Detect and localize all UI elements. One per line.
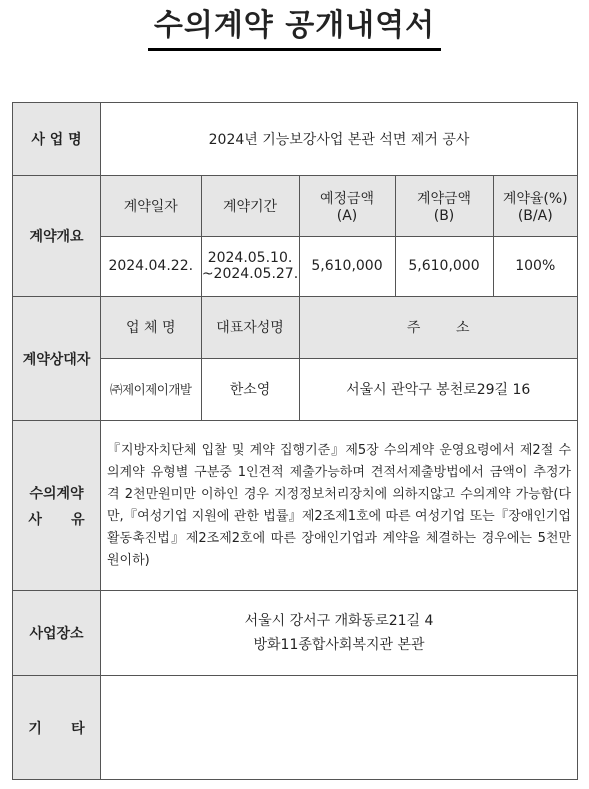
reason-label-line2: 사 유 [28, 511, 85, 528]
reason-text: 『지방자치단체 입찰 및 계약 집행기준』제5장 수의계약 운영요령에서 제2절 수의계약 유형별 구분중 1인견적 제출가능하며 견적서제출방법에서 금액이 추정가격 2천만원미만 이하인 경우 지정정보처리장치에 의하지않고 수의계약 가능함(다만,『여성기업 지원에 관한 법률』제2조제1호에 따른 여성기업 또는『장애인기업활동촉진법』제2조제2호에 따른 장애인기업과 계약을 체결하는 경우에는 5천만원이하) [101, 421, 578, 591]
contract-date: 2024.04.22. [101, 236, 201, 296]
company-address: 서울시 관악구 봉천로29길 16 [299, 358, 577, 420]
overview-row [13, 176, 578, 297]
counterparty-row [13, 297, 578, 421]
document-title: 수의계약 공개내역서 [148, 6, 441, 51]
etc-label: 기 타 [13, 676, 101, 780]
contract-amount-header: 계약금액 (B) [395, 176, 493, 236]
contract-disclosure-table [12, 102, 578, 780]
overview-cell [101, 176, 578, 297]
site-row [13, 591, 578, 676]
project-label: 사 업 명 [13, 103, 101, 176]
project-row [13, 103, 578, 176]
overview-label: 계약개요 [13, 176, 101, 297]
contract-amount: 5,610,000 [395, 236, 493, 296]
representative-name: 한소영 [201, 358, 299, 420]
counterparty-cell [101, 297, 578, 421]
estimated-amount: 5,610,000 [299, 236, 395, 296]
overview-table [101, 176, 577, 296]
counterparty-header-row [101, 297, 577, 358]
contract-period: 2024.05.10. ~2024.05.27. [201, 236, 299, 296]
reason-label [13, 421, 101, 591]
site-cell [101, 591, 578, 676]
contract-rate-header: 계약율(%) (B/A) [493, 176, 577, 236]
site-address: 서울시 강서구 개화동로21길 4 [244, 613, 434, 629]
counterparty-label: 계약상대자 [13, 297, 101, 421]
contract-date-header: 계약일자 [101, 176, 201, 236]
estimated-amount-header: 예정금액 (A) [299, 176, 395, 236]
counterparty-value-row [101, 358, 577, 420]
reason-label-line1: 수의계약 [29, 485, 84, 502]
representative-header: 대표자성명 [201, 297, 299, 358]
site-building: 방화11종합사회복지관 본관 [253, 637, 425, 653]
project-name: 2024년 기능보강사업 본관 석면 제거 공사 [101, 103, 578, 176]
document-title-wrap [0, 6, 589, 51]
contract-rate: 100% [493, 236, 577, 296]
address-header: 주 소 [299, 297, 577, 358]
site-label: 사업장소 [13, 591, 101, 676]
contract-period-header: 계약기간 [201, 176, 299, 236]
company-name: ㈜제이제이개발 [101, 358, 201, 420]
reason-row [13, 421, 578, 591]
etc-row [13, 676, 578, 780]
overview-header-row [101, 176, 577, 236]
overview-value-row [101, 236, 577, 296]
counterparty-table [101, 297, 577, 420]
company-name-header: 업 체 명 [101, 297, 201, 358]
etc-value [101, 676, 578, 780]
